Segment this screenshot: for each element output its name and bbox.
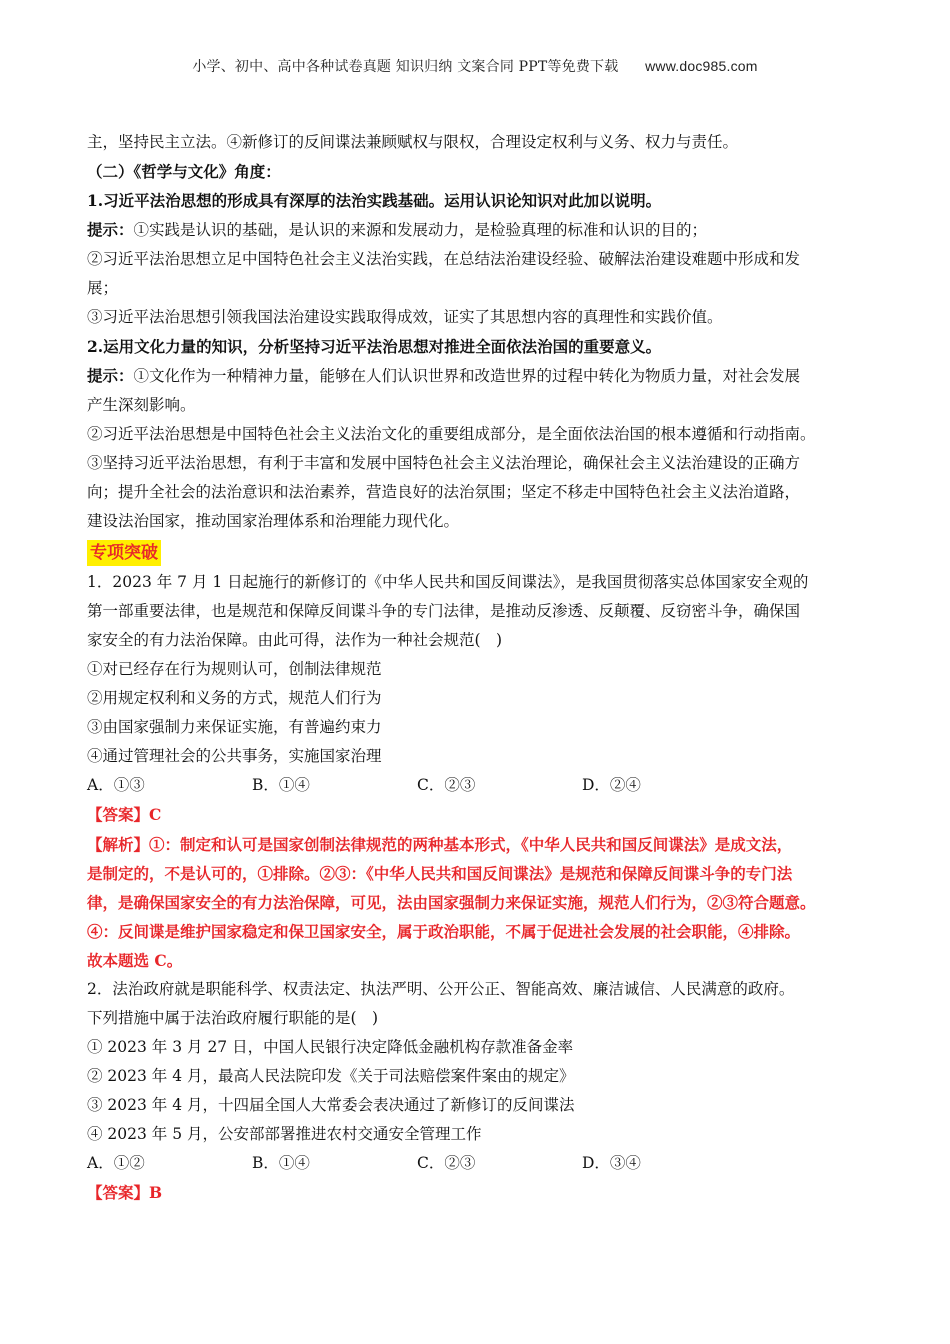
question-item: ①对已经存在行为规则认可，创制法律规范	[87, 660, 382, 678]
options-row	[87, 771, 877, 800]
answer-value: C	[149, 805, 162, 824]
question-text: 2.运用文化力量的知识，分析坚持习近平法治思想对推进全面依法治国的重要意义。	[87, 337, 662, 356]
option-c: C．②③	[417, 1154, 476, 1172]
question-item: ④ 2023 年 5 月，公安部部署推进农村交通安全管理工作	[87, 1125, 482, 1143]
hint-text: ②习近平法治思想立足中国特色社会主义法治实践，在总结法治建设经验、破解法治建设难题中形成和发	[87, 250, 801, 268]
hint-text: 向；提升全社会的法治意识和法治素养，营造良好的法治氛围；坚定不移走中国特色社会主义法治道路，	[87, 483, 801, 501]
analysis-text: 是制定的，不是认可的，①排除。②③：《中华人民共和国反间谍法》是规范和保障反间谍斗争的专门法	[87, 864, 793, 883]
analysis-text: 律，是确保国家安全的有力法治保障，可见，法由国家强制力来保证实施，规范人们行为，②③符合题意。	[87, 893, 816, 912]
question-item: ③由国家强制力来保证实施，有普遍约束力	[87, 718, 382, 736]
hint-text: 建设法治国家，推动国家治理体系和治理能力现代化。	[87, 512, 460, 530]
document-body	[87, 128, 877, 1208]
question-text: 1.习近平法治思想的形成具有深厚的法治实践基础。运用认识论知识对此加以说明。	[87, 191, 662, 210]
hint-label: 提示：	[87, 220, 134, 239]
question-item: ① 2023 年 3 月 27 日，中国人民银行决定降低金融机构存款准备金率	[87, 1038, 574, 1056]
section-title: （二）《哲学与文化》角度：	[87, 162, 281, 181]
option-d: D．③④	[582, 1154, 641, 1172]
option-c: C．②③	[417, 776, 476, 794]
analysis-text: ①：制定和认可是国家创制法律规范的两种基本形式，《中华人民共和国反间谍法》是成文法，	[149, 835, 793, 854]
question-item: ③ 2023 年 4 月，十四届全国人大常委会表决通过了新修订的反间谍法	[87, 1096, 575, 1114]
section-badge: 专项突破	[87, 540, 161, 566]
answer-value: B	[149, 1183, 163, 1202]
analysis-text: ④：反间谍是维护国家稳定和保卫国家安全，属于政治职能，不属于促进社会发展的社会职能，④排除。	[87, 922, 801, 941]
answer-line	[87, 800, 877, 830]
option-a: A．①③	[87, 776, 145, 794]
answer-label: 【答案】	[87, 805, 150, 824]
hint-text: 产生深刻影响。	[87, 396, 196, 414]
page-header	[0, 56, 950, 76]
hint-text: 展；	[87, 279, 119, 297]
analysis-label: 【解析】	[87, 835, 150, 854]
question-stem: 2．法治政府就是职能科学、权责法定、执法严明、公开公正、智能高效、廉洁诚信、人民满意的政府。	[87, 980, 795, 998]
question-stem: 第一部重要法律，也是规范和保障反间谍斗争的专门法律，是推动反渗透、反颠覆、反窃密斗争，确保国	[87, 602, 801, 620]
analysis-line	[87, 830, 877, 859]
hint-text: ①实践是认识的基础，是认识的来源和发展动力，是检验真理的标准和认识的目的；	[133, 221, 708, 239]
hint-text: ③习近平法治思想引领我国法治建设实践取得成效，证实了其思想内容的真理性和实践价值。	[87, 308, 723, 326]
question-item: ④通过管理社会的公共事务，实施国家治理	[87, 747, 382, 765]
hint-text: ①文化作为一种精神力量，能够在人们认识世界和改造世界的过程中转化为物质力量，对社会发展	[133, 367, 801, 385]
hint-text: ③坚持习近平法治思想，有利于丰富和发展中国特色社会主义法治理论，确保社会主义法治建设的正确方	[87, 454, 801, 472]
question-stem: 1．2023 年 7 月 1 日起施行的新修订的《中华人民共和国反间谍法》，是我国贯彻落实总体国家安全观的	[87, 573, 809, 591]
question-stem: 下列措施中属于法治政府履行职能的是( )	[87, 1009, 379, 1027]
answer-label: 【答案】	[87, 1183, 150, 1202]
question-item: ② 2023 年 4 月，最高人民法院印发《关于司法赔偿案件案由的规定》	[87, 1067, 575, 1085]
question-item: ②用规定权利和义务的方式，规范人们行为	[87, 689, 382, 707]
option-b: B．①④	[252, 1154, 310, 1172]
hint-text: ②习近平法治思想是中国特色社会主义法治文化的重要组成部分，是全面依法治国的根本遵循和行动指南。	[87, 425, 816, 443]
header-text: 小学、初中、高中各种试卷真题 知识归纳 文案合同 PPT等免费下载	[192, 59, 619, 75]
option-a: A．①②	[87, 1154, 145, 1172]
header-site-link[interactable]: www.doc985.com	[645, 58, 758, 74]
options-row	[87, 1149, 877, 1178]
answer-line	[87, 1178, 877, 1208]
question-stem: 家安全的有力法治保障。由此可得，法作为一种社会规范( )	[87, 631, 503, 649]
intro-line: 主，坚持民主立法。④新修订的反间谍法兼顾赋权与限权，合理设定权利与义务、权力与责任。	[87, 133, 739, 151]
analysis-text: 故本题选 C。	[87, 951, 183, 970]
option-b: B．①④	[252, 776, 310, 794]
hint-label: 提示：	[87, 366, 134, 385]
option-d: D．②④	[582, 776, 641, 794]
